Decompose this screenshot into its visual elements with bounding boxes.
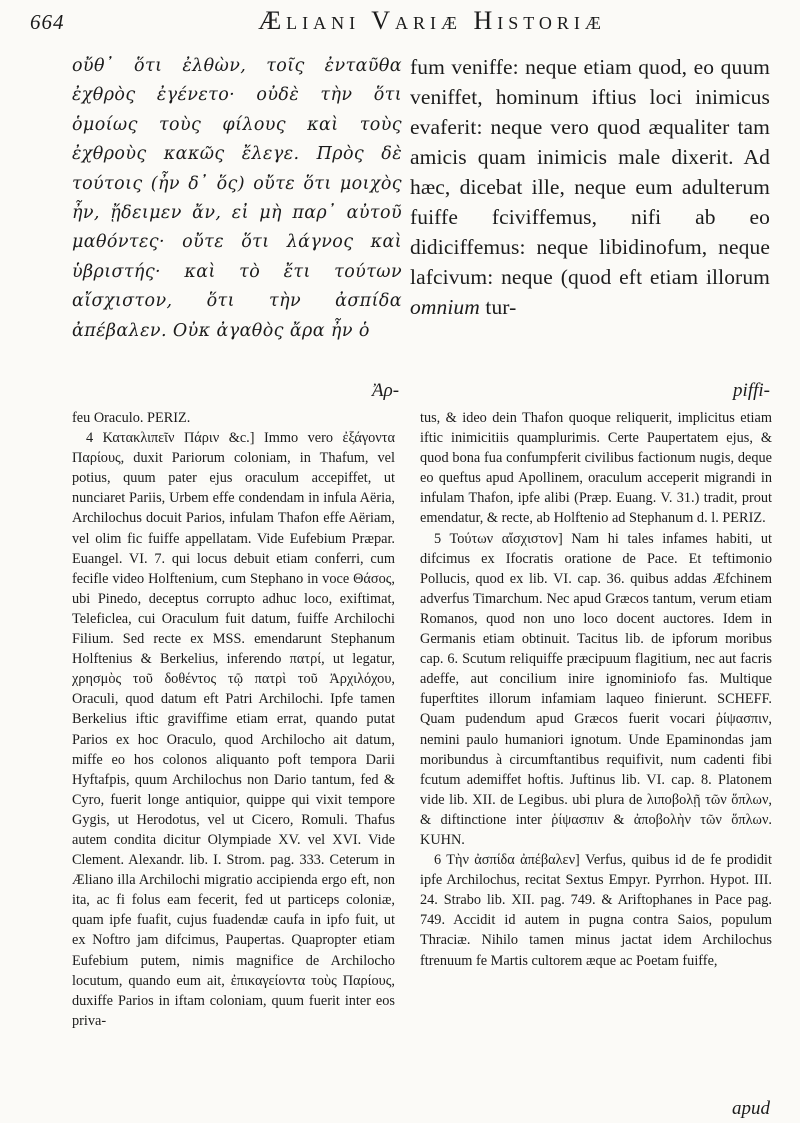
greek-catchword: Ἀρ-	[372, 380, 400, 401]
page-number: 664	[30, 10, 65, 34]
notes-right-column	[420, 408, 772, 1098]
latin-emphasis: omnium	[410, 295, 480, 319]
running-head	[30, 6, 770, 42]
greek-text-column	[72, 52, 402, 404]
page-catchword: apud	[732, 1098, 770, 1119]
latin-text: fum veniffe: neque etiam quod, eo quum veniffet, hominum iftius loci inimicus evaferit: neque vero quod æqualiter tam amicis quam inimicis male dixerit. Ad hæc, dicebat ille, neque eum adulterum fuiffe fciviffemus, nifi ab eo didiciffemus: neque libidinofum, neque lafcivum: neque (quod eft etiam illorum	[410, 55, 770, 289]
note-paragraph: 5 Τούτων αἴσχιστον] Nam hi tales infames habiti, ut difcimus ex Ifocratis oratione de Pace. Et teftimonio Pollucis, quod ex lib. VI. cap. 36. quibus addas Æfchinem adverfus Timarchum. Nec apud Græcos tantum, verum etiam Romanos, quod non uno loco docent auctores. Idem in Germanis etiam obtinuit. Tacitus lib. de ipforum moribus cap. 6. Scutum reliquiffe præcipuum flagitium, nec aut facris adeffe, aut concilium inire ignominiofo fas. Multique fuperftites illorum infamiam laqueo finierunt. SCHEFF. Quam pudendum apud Græcos fuerit vocari ῥίψασπιν, nemini paulo humaniori ignotum. Unde Epaminondas jam moribundus à circumftantibus requifivit, num cadenti fibi fcutum ademiffet hoftis. Juftinus lib. VI. cap. 8. Platonem vide lib. XII. de Legibus. ubi plura de λιποβολῇ τῶν ὅπλων, & diftinctione inter ῥίψασπιν & ἀποβολὴν τῶν ὅπλων. KUHN.	[420, 530, 772, 848]
notes-left-column	[72, 408, 395, 1110]
note-paragraph: 4 Κατακλιπεῖν Πάριν &c.] Immo vero ἐξάγοντα Παρίους, duxit Pariorum coloniam, in Thafum, vel potius, quum pater ejus oraculum accepiffet, ut nunciaret Pariis, Urbem effe condendam in infula Aëria, Archilochus docuit Parios, infulam Thafon effe Aëriam, vel olim fic fuiffe appellatam. Vide Eufebium Præpar. Euangel. VI. 7. qui locus debuit etiam conferri, cum fecifle video Holftenium, cum Stephano in voce Θάσος, ubi Pinedo, deceptus corrupto adhuc loco, exiftimat, Teleficlea, cui Oraculum fuit datum, fuiffe Archilochi Filium. Sed recte ex MSS. emendarunt Stephanum Holftenius & Berkelius, inferendo πατρί, ut legatur, χρησμὸς τοῦ δοθέντος τῷ πατρὶ τοῦ Ἀρχιλόχου, Oraculi, quod datum eft Patri Archilochi. Ipfe tamen Berkelius iftic graviffime etiam errat, quando putat Parios ex hoc Oraculo, quod Archilocho ait datum, miffe eo hos colonos aliquanto poft tempora Darii Hyftafpis, quum Archilochus non Dario tantum, fed & Cyro, fuerit longe antiquior, quippe qui vixit tempore Gygis, ut Herodotus, vel ut Cicero, Romuli. Thafus autem condita dicitur Olympiade XV. vel XVI. Vide Clement. Alexandr. lib. I. Strom. pag. 333. Ceterum in Æliano illa Archilochi migratio accipienda ergo eft, non ita, ac fi folus eam fecerit, fed ut particeps coloniæ, quam ipfe fuafit, cujus fuadendæ caufa in ipfo fuit, ut ex Noftro jam difcimus, Paupertas. Quapropter etiam Eufebium putem, nimis magnifice de Archilocho locutum, quando eum ait, ἐπικαγείοντα τοὺς Παρίους, duxiffe Parios in iftam coloniam, quum fuerit inter eos priva-	[72, 430, 395, 1029]
latin-text-end: tur-	[479, 295, 517, 319]
note-paragraph: tus, & ideo dein Thafon quoque reliquerit, implicitus etiam iftic inimicitiis quamplurimis. Certe Paupertatem ejus, & quod bona fua confumpferit civilibus factionum nugis, deque eo queftus apud Apollinem, oraculum acceperit migrandi in infulam Thafon, ipfe alibi (Præp. Euang. V. 31.) tradit, prout emendatur, & recte, ab Holftenio ad Stephanum d. l. PERIZ.	[420, 410, 772, 527]
latin-catchword: piffi-	[733, 380, 770, 401]
note-paragraph: feu Oraculo. PERIZ.	[72, 410, 191, 426]
latin-translation-column	[410, 52, 770, 412]
note-paragraph: 6 Τὴν ἀσπίδα ἀπέβαλεν] Verfus, quibus id de fe prodidit ipfe Archilochus, recitat Sextus Empyr. Pyrrhon. Hypot. III. 24. Strabo lib. XII. pag. 749. & Ariftophanes in Pace pag. 749. Accidit id autem in pugna contra Saios, populum Thraciæ. Nihilo tamen minus jactat idem Archilochus ftrenuum fe Martis cultorem æque ac Poetam fuiffe,	[420, 852, 772, 969]
greek-text: οὔθ᾽ ὅτι ἐλθὼν, τοῖς ἐνταῦθα ἐχθρὸς ἐγένετο· οὐδὲ τὴν ὅτι ὁμοίως τοὺς φίλους καὶ τοὺς ἐχθροὺς κακῶς ἔλεγε. Πρὸς δὲ τούτοις (ἦν δ᾽ ὅς) οὔτε ὅτι μοιχὸς ἦν, ᾔδειμεν ἄν, εἰ μὴ παρ᾽ αὐτοῦ μαθόντες· οὔτε ὅτι λάγνος καὶ ὑβριστής· καὶ τὸ ἔτι τούτων αἴσχιστον, ὅτι τὴν ἀσπίδα ἀπέβαλεν. Οὐκ ἀγαθὸς ἄρα ἦν ὁ	[72, 56, 402, 341]
running-title: Æliani Variæ Historiæ	[258, 6, 606, 35]
